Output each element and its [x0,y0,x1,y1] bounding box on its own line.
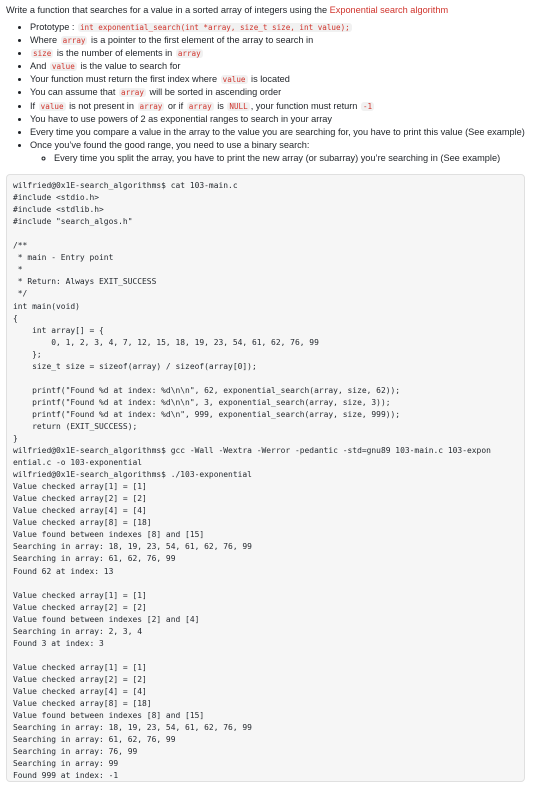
terminal-line: Searching in array: 61, 62, 76, 99 [13,735,176,745]
terminal-line: * Return: Always EXIT_SUCCESS [13,277,157,287]
terminal-line: } [13,434,18,444]
terminal-line: Value checked array[1] = [1] [13,482,147,492]
inline-code: array [139,101,163,111]
requirement-sublist [30,152,525,165]
requirement-item [30,34,525,47]
requirement-text: Your function must return the first index where [30,74,220,85]
requirement-text: is located [248,74,290,85]
requirements-list [6,21,525,165]
inline-code: array [121,88,144,98]
requirement-text: is the value to search for [77,61,181,72]
intro-text: Write a function that searches for a value in a sorted array of integers using the [6,5,330,15]
requirement-text: is the number of elements in [54,48,175,59]
terminal-line: Found 62 at index: 13 [13,566,114,576]
terminal-line: Value checked array[4] = [4] [13,506,147,516]
terminal-line: Value checked array[1] = [1] [13,590,147,600]
terminal-line: Value checked array[8] = [18] [13,518,152,528]
terminal-line: /** [13,241,28,251]
terminal-line: Value checked array[2] = [2] [13,674,147,684]
task-intro [6,4,525,17]
terminal-line: Value checked array[1] = [1] [13,662,147,672]
terminal-line: Found 999 at index: -1 [13,771,119,781]
requirement-text: If [30,100,38,111]
requirement-text: will be sorted in ascending order [146,87,282,98]
inline-code: -1 [362,101,373,111]
inline-code: value [51,62,75,72]
inline-code: value [222,75,246,85]
terminal-line: Value found between indexes [8] and [15] [13,530,205,540]
terminal-line: Searching in array: 2, 3, 4 [13,626,143,636]
terminal-line: { [13,313,18,323]
requirement-text: or if [165,100,186,111]
requirement-text: is a pointer to the first element of the array to search in [88,35,314,46]
terminal-line: Value checked array[2] = [2] [13,602,147,612]
exponential-search-link[interactable]: Exponential search algorithm [329,5,449,15]
requirement-item [30,139,525,165]
requirement-text: Prototype : [30,22,77,32]
requirement-item [30,100,525,113]
terminal-line: Searching in array: 18, 19, 23, 54, 61, 62, 76, 99 [13,723,252,733]
requirement-item [30,86,525,99]
terminal-line: int main(void) [13,301,80,311]
terminal-line: Searching in array: 18, 19, 23, 54, 61, 62, 76, 99 [13,542,252,552]
requirement-text: And [30,61,49,72]
requirement-text: Where [30,35,60,46]
terminal-line: Searching in array: 99 [13,759,119,769]
terminal-line: * main - Entry point [13,253,114,263]
terminal-line: Value found between indexes [8] and [15] [13,711,205,721]
terminal-line: wilfried@0x1E-search_algorithms$ cat 103-main.c [13,181,238,191]
inline-code: array [188,101,212,111]
terminal-line: int array[] = { [13,325,104,335]
terminal-line: size_t size = sizeof(array) / sizeof(array[0]); [13,361,257,371]
terminal-code-block [6,174,525,782]
terminal-line: return (EXIT_SUCCESS); [13,421,138,431]
requirement-text: You have to use powers of 2 as exponential ranges to search in your array [30,113,333,124]
inline-code: NULL [229,101,248,111]
terminal-line: * [13,265,23,275]
terminal-line: Searching in array: 76, 99 [13,747,138,757]
requirement-item [30,73,525,86]
terminal-line: printf("Found %d at index: %d\n\n", 3, exponential_search(array, size, 3)); [13,397,391,407]
inline-code: array [177,49,201,59]
requirement-text: Once you’ve found the good range, you need to use a binary search: [30,139,310,150]
requirement-text: , your function must return [250,100,360,111]
inline-code: value [40,101,64,111]
terminal-line: ential.c -o 103-exponential [13,458,143,468]
requirement-item [30,60,525,73]
inline-code: array [62,36,86,46]
requirement-item [30,113,525,126]
terminal-line: wilfried@0x1E-search_algorithms$ ./103-exponential [13,470,252,480]
terminal-line: 0, 1, 2, 3, 4, 7, 12, 15, 18, 19, 23, 54, 61, 62, 76, 99 [13,337,319,347]
terminal-line: #include <stdlib.h> [13,205,104,215]
requirement-item [30,21,525,34]
terminal-line: Value checked array[8] = [18] [13,699,152,709]
terminal-line: Value checked array[4] = [4] [13,687,147,696]
requirement-text: You can assume that [30,87,119,98]
terminal-line: Searching in array: 61, 62, 76, 99 [13,554,176,564]
terminal-line: }; [13,349,42,359]
requirement-text: Every time you split the array, you have to print the new array (or subarray) you’re searching in (See example) [54,152,501,163]
terminal-line: */ [13,289,28,299]
requirement-item [30,126,525,139]
terminal-line: #include <stdio.h> [13,193,100,203]
requirement-subitem [54,152,525,165]
requirement-item [30,47,525,60]
terminal-line: Value found between indexes [2] and [4] [13,614,200,624]
terminal-line: Found 3 at index: 3 [13,638,104,648]
inline-code: size [33,49,52,59]
terminal-line: Value checked array[2] = [2] [13,494,147,504]
requirement-text: is not present in [66,100,137,111]
requirement-text: is [214,100,227,111]
requirement-text: Every time you compare a value in the array to the value you are searching for, you have to print this value (See example) [30,126,525,137]
terminal-line: #include "search_algos.h" [13,217,133,227]
terminal-output [13,180,518,782]
terminal-line: wilfried@0x1E-search_algorithms$ gcc -Wall -Wextra -Werror -pedantic -std=gnu89 103-main.c 103-expon [13,446,491,456]
inline-code: int exponential_search(int *array, size_t size, int value); [79,23,350,32]
terminal-line: printf("Found %d at index: %d\n\n", 62, exponential_search(array, size, 62)); [13,385,401,395]
terminal-line: printf("Found %d at index: %d\n", 999, exponential_search(array, size, 999)); [13,409,401,419]
